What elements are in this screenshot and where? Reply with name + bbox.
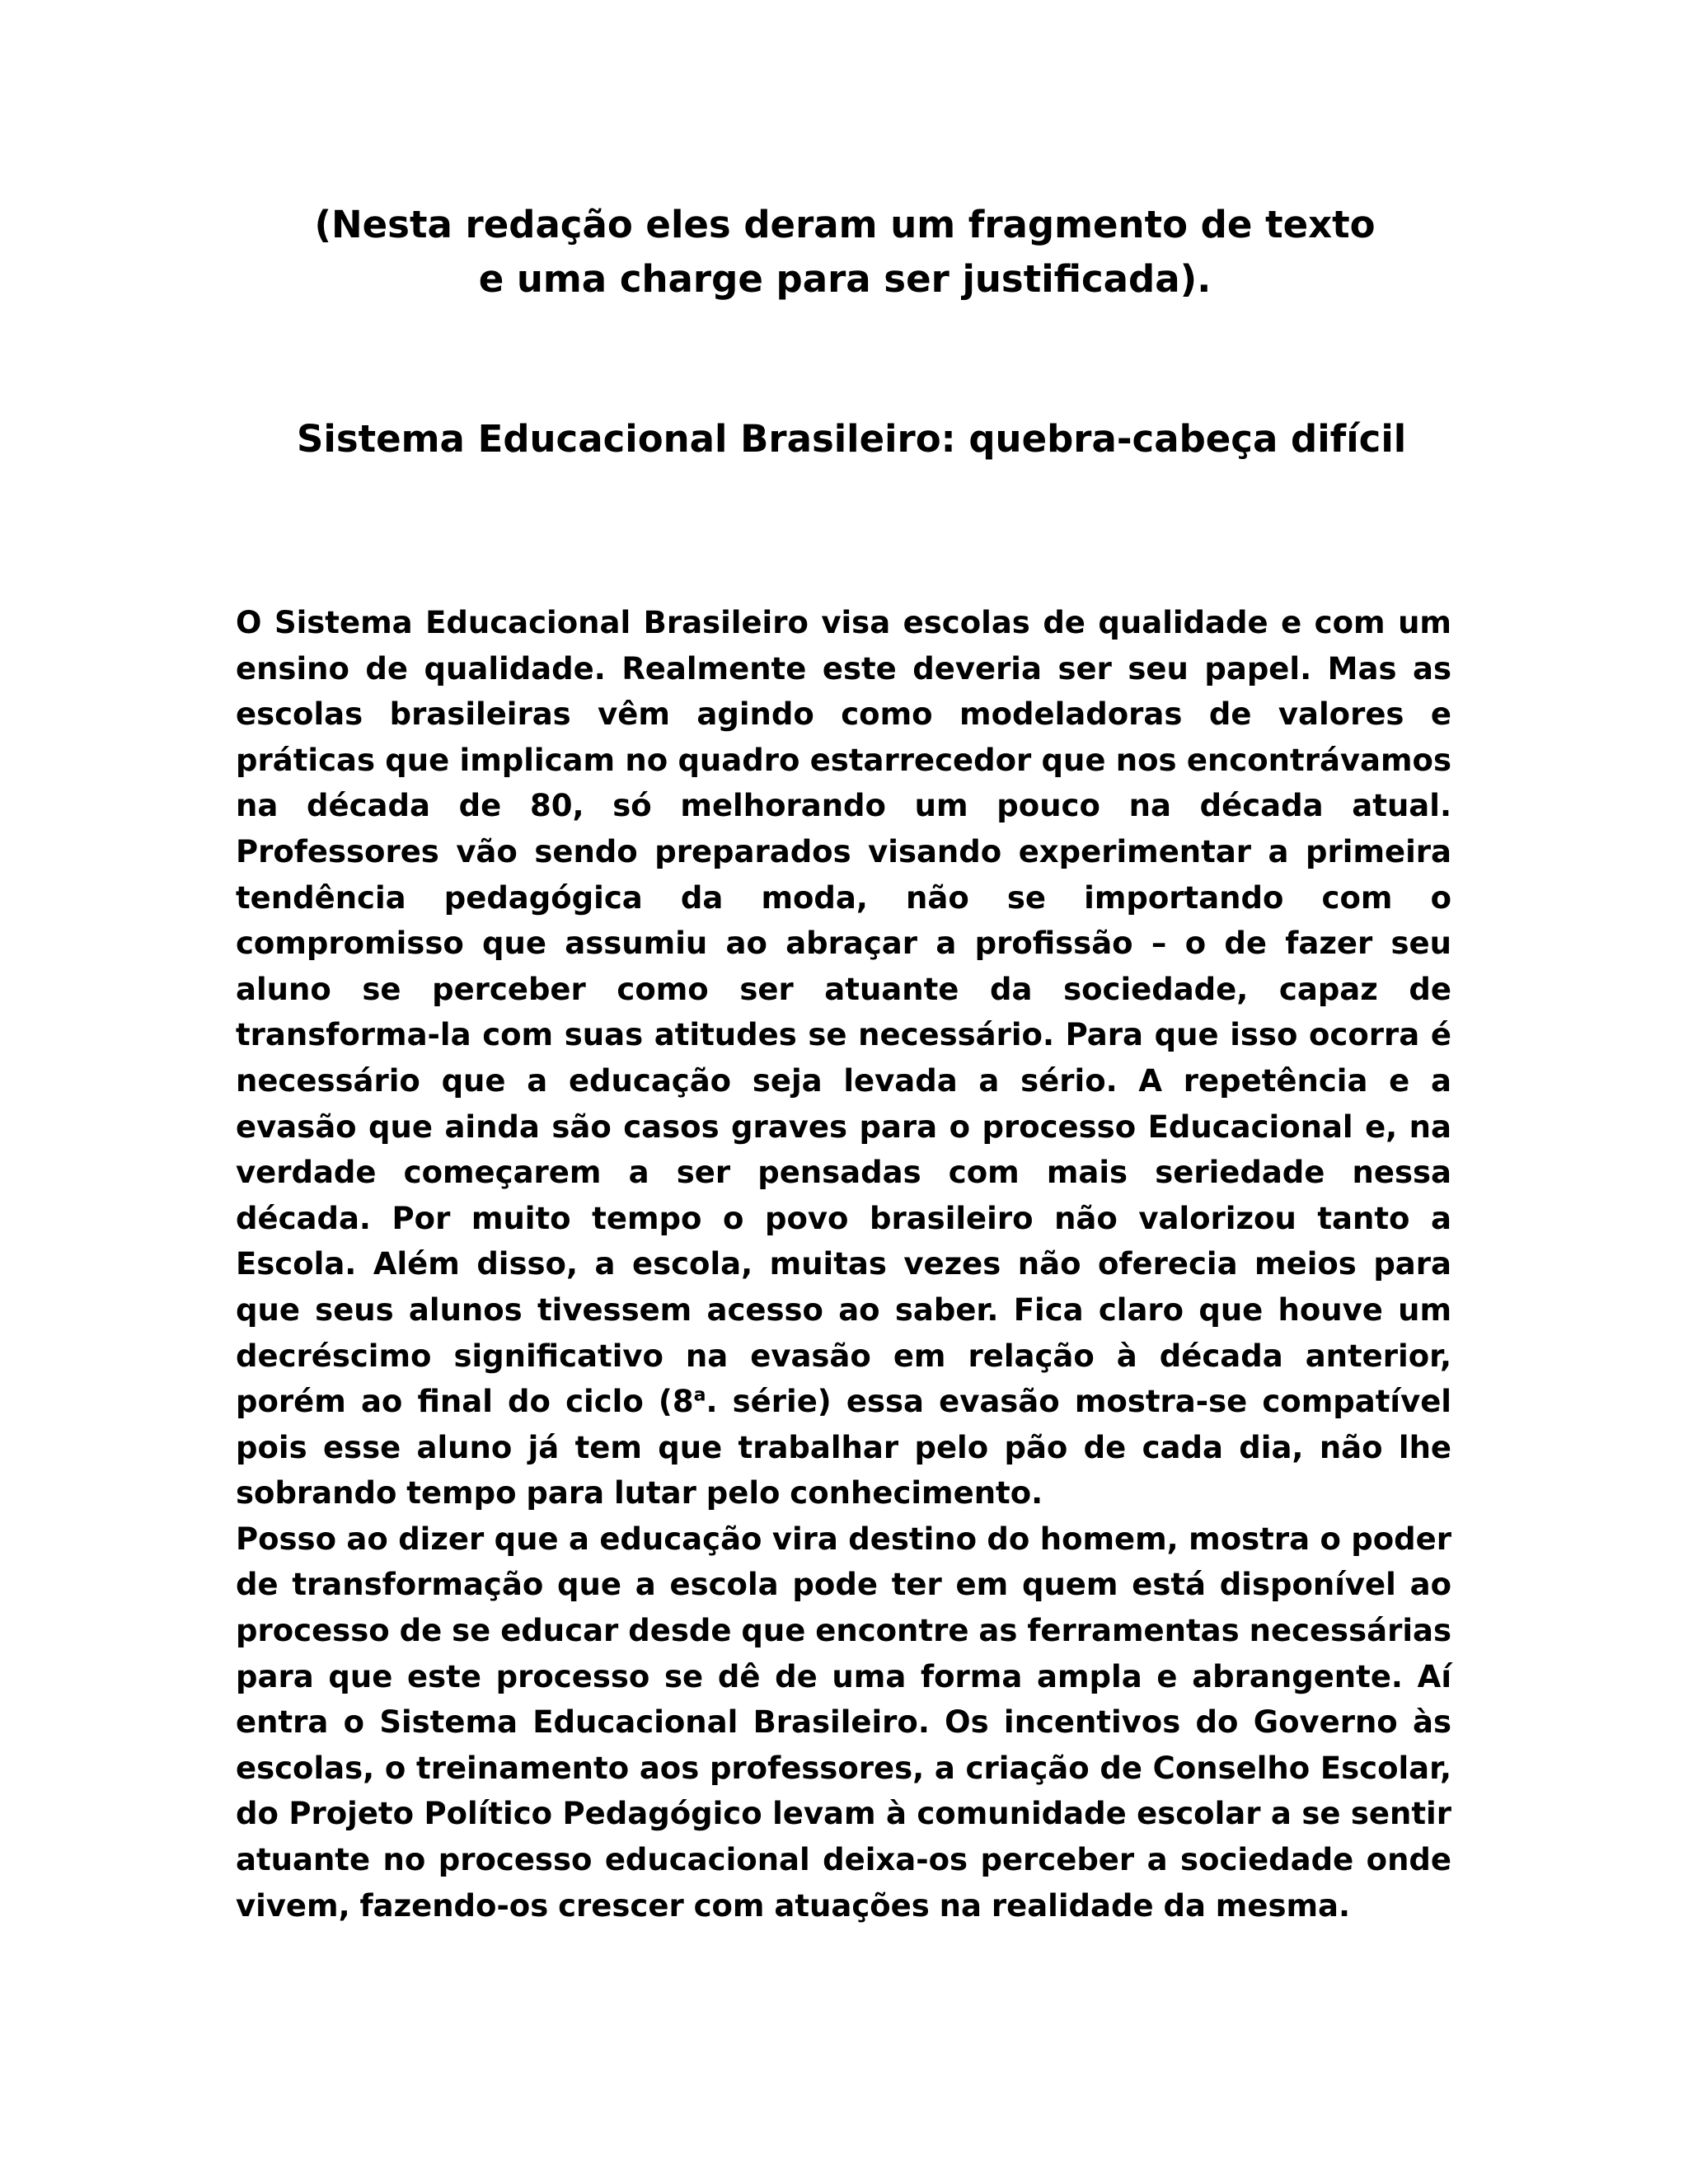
paragraph-1-text-end: . série) essa evasão mostra-se compatível pois esse aluno já tem que trabalhar pelo pão de cada dia, não lhe sobrando tempo para lutar pelo conhecimento. xyxy=(236,1384,1451,1511)
essay-body xyxy=(236,600,1451,1929)
ordinal-superscript: a xyxy=(693,1385,706,1406)
paragraph-1 xyxy=(236,600,1451,1516)
essay-title: Sistema Educacional Brasileiro: quebra-cabeça difícil xyxy=(297,417,1407,461)
paragraph-1-text-start: O Sistema Educacional Brasileiro visa escolas de qualidade e com um ensino de qualidade. Realmente este deveria ser seu papel. Mas as escolas brasileiras vêm agindo como modeladoras de valores e práticas que implicam no quadro estarrecedor que nos encontrávamos na década de 80, só melhorando um pouco na década atual. Professores vão sendo preparados visando experimentar a primeira tendência pedagógica da moda, não se importando com o compromisso que assumiu ao abraçar a profissão – o de fazer seu aluno se perceber como ser atuante da sociedade, capaz de transforma-la com suas atitudes se necessário. Para que isso ocorra é necessário que a educação seja levada a sério. A repetência e a evasão que ainda são casos graves para o processo Educacional e, na verdade começarem a ser pensadas com mais seriedade nessa década. Por muito tempo o povo brasileiro não valorizou tanto a Escola. Além disso, a escola, muitas vezes não oferecia meios para que seus alunos tivessem acesso ao saber. Fica claro que houve um decréscimo significativo na evasão em relação à década anterior, porém ao final do ciclo (8 xyxy=(236,605,1451,1420)
paragraph-2: Posso ao dizer que a educação vira destino do homem, mostra o poder de transformação que a escola pode ter em quem está disponível ao processo de se educar desde que encontre as ferramentas necessárias para que este processo se dê de uma forma ampla e abrangente. Aí entra o Sistema Educacional Brasileiro. Os incentivos do Governo às escolas, o treinamento aos professores, a criação de Conselho Escolar, do Projeto Político Pedagógico levam à comunidade escolar a se sentir atuante no processo educacional deixa-os perceber a sociedade onde vivem, fazendo-os crescer com atuações na realidade da mesma. xyxy=(236,1521,1451,1924)
intro-note: (Nesta redação eles deram um fragmento de texto e uma charge para ser justificada). xyxy=(314,203,1376,301)
